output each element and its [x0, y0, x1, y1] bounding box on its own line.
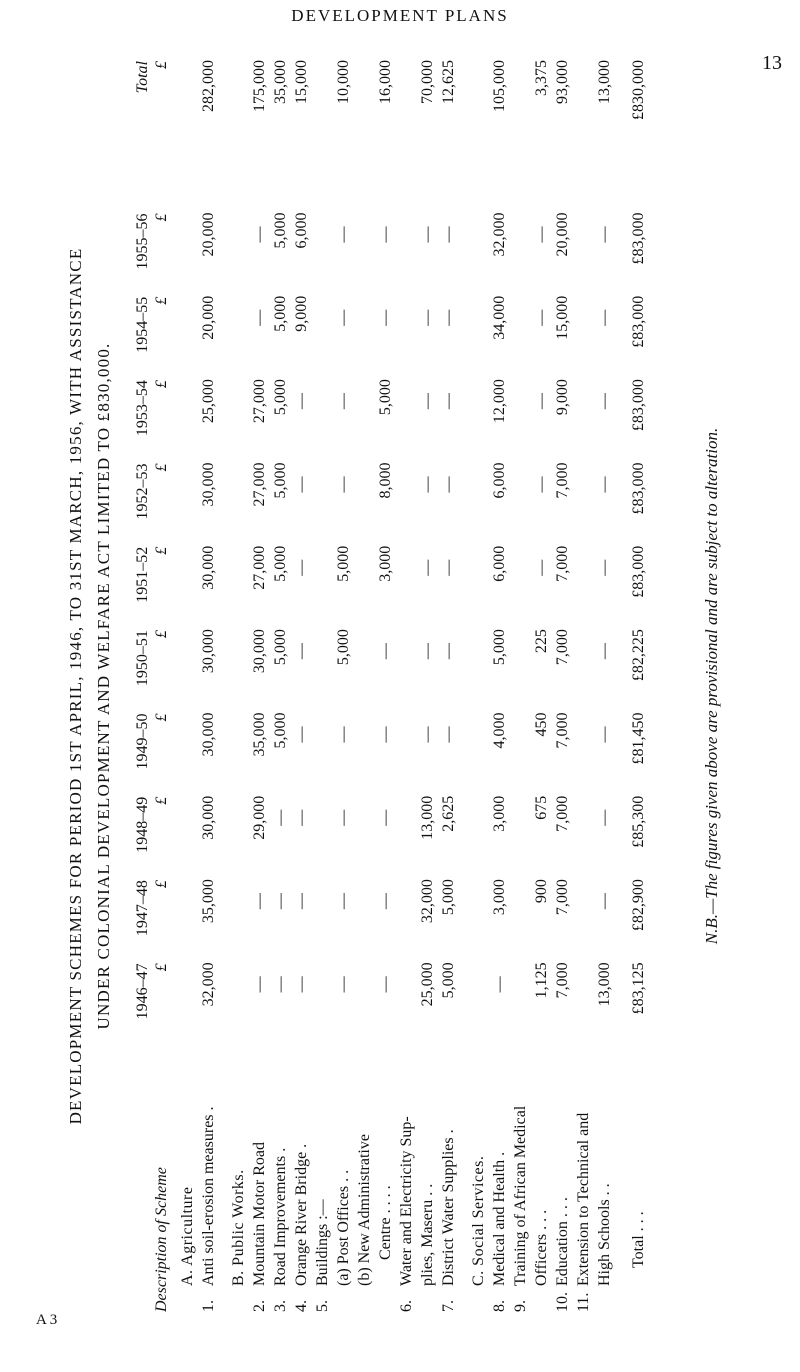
table-cell-total: 70,000: [419, 60, 436, 104]
table-cell: £82,225: [630, 629, 647, 682]
running-head: DEVELOPMENT PLANS: [291, 6, 509, 25]
table-cell: 7,000: [554, 545, 571, 582]
table-cell: 2,625: [440, 795, 457, 832]
table-cell: —: [335, 976, 352, 993]
table-row: [594, 60, 615, 1312]
table-cell: —: [419, 559, 436, 576]
table-cell: 1,125: [533, 962, 550, 999]
section-title: B. Public Works.: [230, 1169, 247, 1286]
table-cell: —: [377, 809, 394, 826]
table-cell: £83,000: [630, 545, 647, 598]
table-cell: —: [596, 393, 613, 410]
row-label: 11.Extension to Technical and: [575, 1112, 592, 1312]
table-cell: —: [251, 226, 268, 243]
table-cell: —: [335, 893, 352, 910]
table-cell-total: 105,000: [491, 60, 508, 112]
table-cell: 5,000: [272, 212, 289, 249]
table-cell: —: [272, 809, 289, 826]
col-year: 1953–54 £: [134, 380, 170, 437]
section-row-social-services: [459, 60, 489, 1312]
table-cell: —: [440, 476, 457, 493]
table-cell: 7,000: [554, 879, 571, 916]
table-cell: 675: [533, 795, 550, 820]
col-year: 1954–55 £: [134, 296, 170, 353]
table-cell: —: [377, 643, 394, 660]
table-cell: £83,000: [630, 212, 647, 265]
table-cell: 9,000: [554, 379, 571, 416]
subhead-row: [312, 60, 333, 1312]
table-cell: —: [533, 393, 550, 410]
table-cell-total: £830,000: [630, 60, 647, 120]
table-cell: 13,000: [596, 962, 613, 1007]
table-cell: 3,000: [491, 795, 508, 832]
table-cell: 6,000: [293, 212, 310, 249]
table-cell: 27,000: [251, 462, 268, 507]
rotated-table-block: [62, 60, 750, 1312]
table-cell: —: [419, 476, 436, 493]
caption-line-1: DEVELOPMENT SCHEMES FOR PERIOD 1ST APRIL, 1946, TO 31ST MARCH, 1956, WITH ASSISTANCE: [66, 247, 85, 1125]
table-cell: 29,000: [251, 795, 268, 840]
table-cell: £82,900: [630, 879, 647, 932]
row-label: 8.Medical and Health .: [491, 1151, 508, 1312]
header-row: [132, 60, 177, 1312]
table-cell: —: [293, 643, 310, 660]
table-cell: 27,000: [251, 545, 268, 590]
table-cell: —: [596, 893, 613, 910]
page-number: 13: [762, 52, 782, 74]
table-cell: —: [335, 809, 352, 826]
development-schemes-table: [132, 60, 649, 1312]
table-caption: [62, 60, 118, 1312]
table-cell: —: [596, 726, 613, 743]
table-cell: 5,000: [272, 545, 289, 582]
table-cell: —: [293, 893, 310, 910]
table-cell-total: 10,000: [335, 60, 352, 104]
table-cell: 6,000: [491, 462, 508, 499]
table-cell: 25,000: [200, 379, 217, 424]
table-cell: —: [596, 476, 613, 493]
table-row-label-cont: [510, 60, 531, 1312]
table-cell: —: [272, 893, 289, 910]
table-cell: —: [419, 726, 436, 743]
col-description: Description of Scheme: [153, 1167, 170, 1312]
row-label: Centre . . . .: [377, 1185, 394, 1260]
row-label: 4.Orange River Bridge .: [293, 1143, 310, 1312]
table-cell: —: [596, 226, 613, 243]
section-row-public-works: [219, 60, 249, 1312]
table-cell: 7,000: [554, 962, 571, 999]
table-row: [249, 60, 270, 1312]
table-cell: 5,000: [272, 712, 289, 749]
table-cell: —: [419, 226, 436, 243]
table-cell: —: [533, 476, 550, 493]
table-row-label-cont: [573, 60, 594, 1312]
table-row: [333, 60, 354, 1312]
table-cell: —: [335, 309, 352, 326]
table-cell-total: 282,000: [200, 60, 217, 112]
row-label: High Schools . .: [596, 1183, 613, 1286]
table-cell: 20,000: [200, 212, 217, 257]
table-cell: —: [596, 643, 613, 660]
table-cell-total: 93,000: [554, 60, 571, 104]
table-row-label-cont: [354, 60, 375, 1312]
table-cell: —: [335, 226, 352, 243]
table-cell: 5,000: [335, 629, 352, 666]
row-label: 2.Mountain Motor Road: [251, 1142, 268, 1312]
table-cell: —: [533, 559, 550, 576]
table-cell: £83,125: [630, 962, 647, 1015]
table-cell: —: [491, 976, 508, 993]
table-cell: 5,000: [335, 545, 352, 582]
table-cell: 7,000: [554, 462, 571, 499]
table-cell: 35,000: [200, 879, 217, 924]
table-cell-total: 16,000: [377, 60, 394, 104]
table-cell: 9,000: [293, 295, 310, 332]
table-cell: 5,000: [272, 295, 289, 332]
table-cell: —: [251, 976, 268, 993]
table-cell: —: [293, 726, 310, 743]
table-cell: —: [440, 226, 457, 243]
table-cell: 3,000: [491, 879, 508, 916]
table-cell: —: [293, 809, 310, 826]
provisional-note: N.B.—The figures given above are provisional and are subject to alteration.: [702, 427, 721, 945]
table-cell: —: [377, 309, 394, 326]
table-cell: 20,000: [554, 212, 571, 257]
table-cell: —: [293, 976, 310, 993]
table-cell: —: [419, 643, 436, 660]
table-cell: 30,000: [200, 462, 217, 507]
table-cell: 7,000: [554, 629, 571, 666]
table-row: [531, 60, 552, 1312]
col-year: 1949–50 £: [134, 713, 170, 770]
table-cell: 450: [533, 712, 550, 737]
table-cell: £81,450: [630, 712, 647, 765]
table-cell: —: [596, 559, 613, 576]
row-label: plies, Maseru . .: [419, 1183, 436, 1286]
table-cell: 20,000: [200, 295, 217, 340]
caption-line-2: UNDER COLONIAL DEVELOPMENT AND WELFARE ACT LIMITED TO £830,000.: [94, 342, 113, 1030]
section-title: A. Agriculture: [179, 1186, 196, 1286]
table-cell-total: 35,000: [272, 60, 289, 104]
row-label: (a) Post Offices . .: [335, 1169, 352, 1286]
table-cell: —: [251, 309, 268, 326]
table-cell: 5,000: [440, 962, 457, 999]
row-label: 1.Anti soil-erosion measures .: [200, 1106, 217, 1312]
table-cell: 5,000: [491, 629, 508, 666]
table-cell: —: [335, 726, 352, 743]
table-cell-total: 175,000: [251, 60, 268, 112]
table-cell: —: [377, 976, 394, 993]
table-cell: —: [293, 559, 310, 576]
table-cell-total: 13,000: [596, 60, 613, 104]
section-row-agriculture: [177, 60, 198, 1312]
total-row: [615, 60, 649, 1312]
table-cell: 900: [533, 879, 550, 904]
table-cell: 15,000: [554, 295, 571, 340]
table-cell: 5,000: [440, 879, 457, 916]
table-cell: 3,000: [377, 545, 394, 582]
table-cell: —: [272, 976, 289, 993]
table-cell: 35,000: [251, 712, 268, 757]
col-total: Total £: [134, 61, 170, 94]
table-cell: 32,000: [200, 962, 217, 1007]
table-cell: —: [440, 643, 457, 660]
table-cell: —: [440, 726, 457, 743]
table-cell: 8,000: [377, 462, 394, 499]
row-label: 5.Buildings :—: [314, 1199, 331, 1312]
table-cell: 30,000: [200, 545, 217, 590]
table-cell: —: [440, 309, 457, 326]
table-cell: £83,000: [630, 462, 647, 515]
table-cell: 4,000: [491, 712, 508, 749]
printer-signature: A 3: [36, 1312, 58, 1328]
table-cell: —: [377, 226, 394, 243]
table-cell: 25,000: [419, 962, 436, 1007]
section-title: C. Social Services.: [470, 1155, 487, 1286]
table-cell: —: [533, 226, 550, 243]
table-cell: £85,300: [630, 795, 647, 848]
table-row: [375, 60, 396, 1312]
table-cell: —: [251, 893, 268, 910]
table-cell: —: [335, 476, 352, 493]
table-cell: 5,000: [272, 379, 289, 416]
col-year: 1952–53 £: [134, 463, 170, 520]
table-row: [198, 60, 219, 1312]
table-cell: 12,000: [491, 379, 508, 424]
col-year: 1946–47 £: [134, 963, 170, 1020]
table-cell: 34,000: [491, 295, 508, 340]
col-year: 1951–52 £: [134, 546, 170, 603]
row-label: 9.Training of African Medical: [512, 1105, 529, 1312]
row-label: Total . . .: [630, 1211, 647, 1268]
table-cell: —: [335, 393, 352, 410]
table-cell: 7,000: [554, 795, 571, 832]
table-cell: —: [419, 309, 436, 326]
table-cell: —: [293, 476, 310, 493]
table-cell: 5,000: [272, 629, 289, 666]
table-cell: —: [440, 559, 457, 576]
table-row: [489, 60, 510, 1312]
table-cell: —: [596, 809, 613, 826]
table-row-label-cont: [396, 60, 417, 1312]
table-cell: —: [596, 309, 613, 326]
col-year: 1947–48 £: [134, 880, 170, 937]
table-cell-total: 12,625: [440, 60, 457, 104]
row-label: 3.Road Improvements .: [272, 1147, 289, 1312]
table-cell: 30,000: [200, 629, 217, 674]
table-cell: 5,000: [272, 462, 289, 499]
row-label: Officers . . .: [533, 1209, 550, 1286]
table-cell: 30,000: [251, 629, 268, 674]
table-row: [270, 60, 291, 1312]
row-label: 10.Education . . .: [554, 1197, 571, 1312]
col-year: 1948–49 £: [134, 796, 170, 853]
col-year: 1955–56 £: [134, 213, 170, 270]
table-cell: £83,000: [630, 379, 647, 432]
table-cell: —: [440, 393, 457, 410]
table-cell: 30,000: [200, 795, 217, 840]
table-cell: —: [293, 393, 310, 410]
table-row: [438, 60, 459, 1312]
table-row: [552, 60, 573, 1312]
table-cell: —: [377, 893, 394, 910]
table-cell: 6,000: [491, 545, 508, 582]
col-year: 1950–51 £: [134, 630, 170, 687]
table-cell: 225: [533, 629, 550, 654]
table-cell: 30,000: [200, 712, 217, 757]
row-label: 7.District Water Supplies .: [440, 1129, 457, 1312]
table-cell: £83,000: [630, 295, 647, 348]
table-cell: —: [533, 309, 550, 326]
table-cell: —: [377, 726, 394, 743]
table-cell-total: 3,375: [533, 60, 550, 96]
table-cell: 32,000: [419, 879, 436, 924]
table-cell: 13,000: [419, 795, 436, 840]
row-label: 6.Water and Electricity Sup-: [398, 1116, 415, 1312]
table-cell: —: [419, 393, 436, 410]
table-cell: 27,000: [251, 379, 268, 424]
table-cell: 32,000: [491, 212, 508, 257]
table-cell: 7,000: [554, 712, 571, 749]
row-label: (b) New Administrative: [356, 1134, 373, 1286]
table-row: [417, 60, 438, 1312]
table-row: [291, 60, 312, 1312]
table-cell: 5,000: [377, 379, 394, 416]
table-cell-total: 15,000: [293, 60, 310, 104]
